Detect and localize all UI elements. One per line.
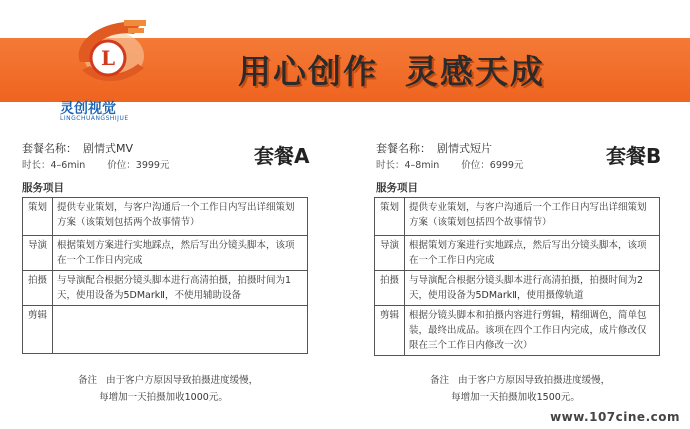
package-a-note: 备注 由于客户方原因导致拍摄进度缓慢， 每增加一天拍摄加收1000元。 <box>78 375 259 403</box>
row-label: 拍摄 <box>375 271 405 306</box>
table-row <box>375 236 660 271</box>
row-text: 提供专业策划，与客户沟通后一个工作日内写出详细策划方案（该策划包括两个故事情节） <box>53 198 308 236</box>
row-text: 根据分镜头脚本和拍摄内容进行剪辑，精细调色，简单包装，最终出成品。该项在四个工作日内完成，成片修改仅限在三个工作日内修改一次） <box>405 306 660 356</box>
svg-text:L: L <box>100 46 116 70</box>
row-label: 导演 <box>23 236 53 271</box>
row-text: 根据策划方案进行实地踩点，然后写出分镜头脚本，该项在一个工作日内完成 <box>405 236 660 271</box>
row-text: 与导演配合根据分镜头脚本进行高清拍摄，拍摄时间为1天，使用设备为5DMarkⅡ，不使用辅助设备 <box>53 271 308 306</box>
package-a-name: 套餐名称： 剧情式MV <box>22 142 134 155</box>
row-text: 根据策划方案进行实地踩点，然后写出分镜头脚本，该项在一个工作日内完成 <box>53 236 308 271</box>
brand-name: 灵创视觉 <box>60 101 116 117</box>
row-text: 与导演配合根据分镜头脚本进行高清拍摄，拍摄时间为2天，使用设备为5DMarkⅡ，使用摄像轨道 <box>405 271 660 306</box>
table-row <box>23 236 308 271</box>
package-b-services-table <box>374 197 660 356</box>
brand-subtitle: LINGCHUANGSHIJUE <box>60 115 129 122</box>
package-a-meta: 时长：4–6min 价位：3999元 <box>22 160 170 171</box>
row-label: 策划 <box>23 198 53 236</box>
row-text: 提供专业策划，与客户沟通后一个工作日内写出详细策划方案（该策划包括四个故事情节） <box>405 198 660 236</box>
package-a-title: 套餐A <box>254 144 310 168</box>
row-label: 导演 <box>375 236 405 271</box>
row-label: 策划 <box>375 198 405 236</box>
package-a-services-table <box>22 197 308 354</box>
package-b-meta: 时长：4–8min 价位：6999元 <box>376 160 524 171</box>
row-label: 拍摄 <box>23 271 53 306</box>
row-text <box>53 306 308 354</box>
table-row <box>375 271 660 306</box>
table-row <box>375 198 660 236</box>
package-b-services-title: 服务项目 <box>376 182 418 194</box>
film-reel-L-logo-icon <box>62 12 152 92</box>
table-row <box>375 306 660 356</box>
row-label: 剪辑 <box>375 306 405 356</box>
slogan-text: 用心创作 灵感天成 <box>238 52 545 91</box>
site-watermark: www.107cine.com <box>550 410 680 424</box>
table-row <box>23 271 308 306</box>
package-b-note: 备注 由于客户方原因导致拍摄进度缓慢， 每增加一天拍摄加收1500元。 <box>430 375 611 403</box>
table-row <box>23 198 308 236</box>
row-label: 剪辑 <box>23 306 53 354</box>
package-a-services-title: 服务项目 <box>22 182 64 194</box>
table-row <box>23 306 308 354</box>
package-b-title: 套餐B <box>606 144 662 168</box>
package-b-name: 套餐名称： 剧情式短片 <box>376 142 492 155</box>
